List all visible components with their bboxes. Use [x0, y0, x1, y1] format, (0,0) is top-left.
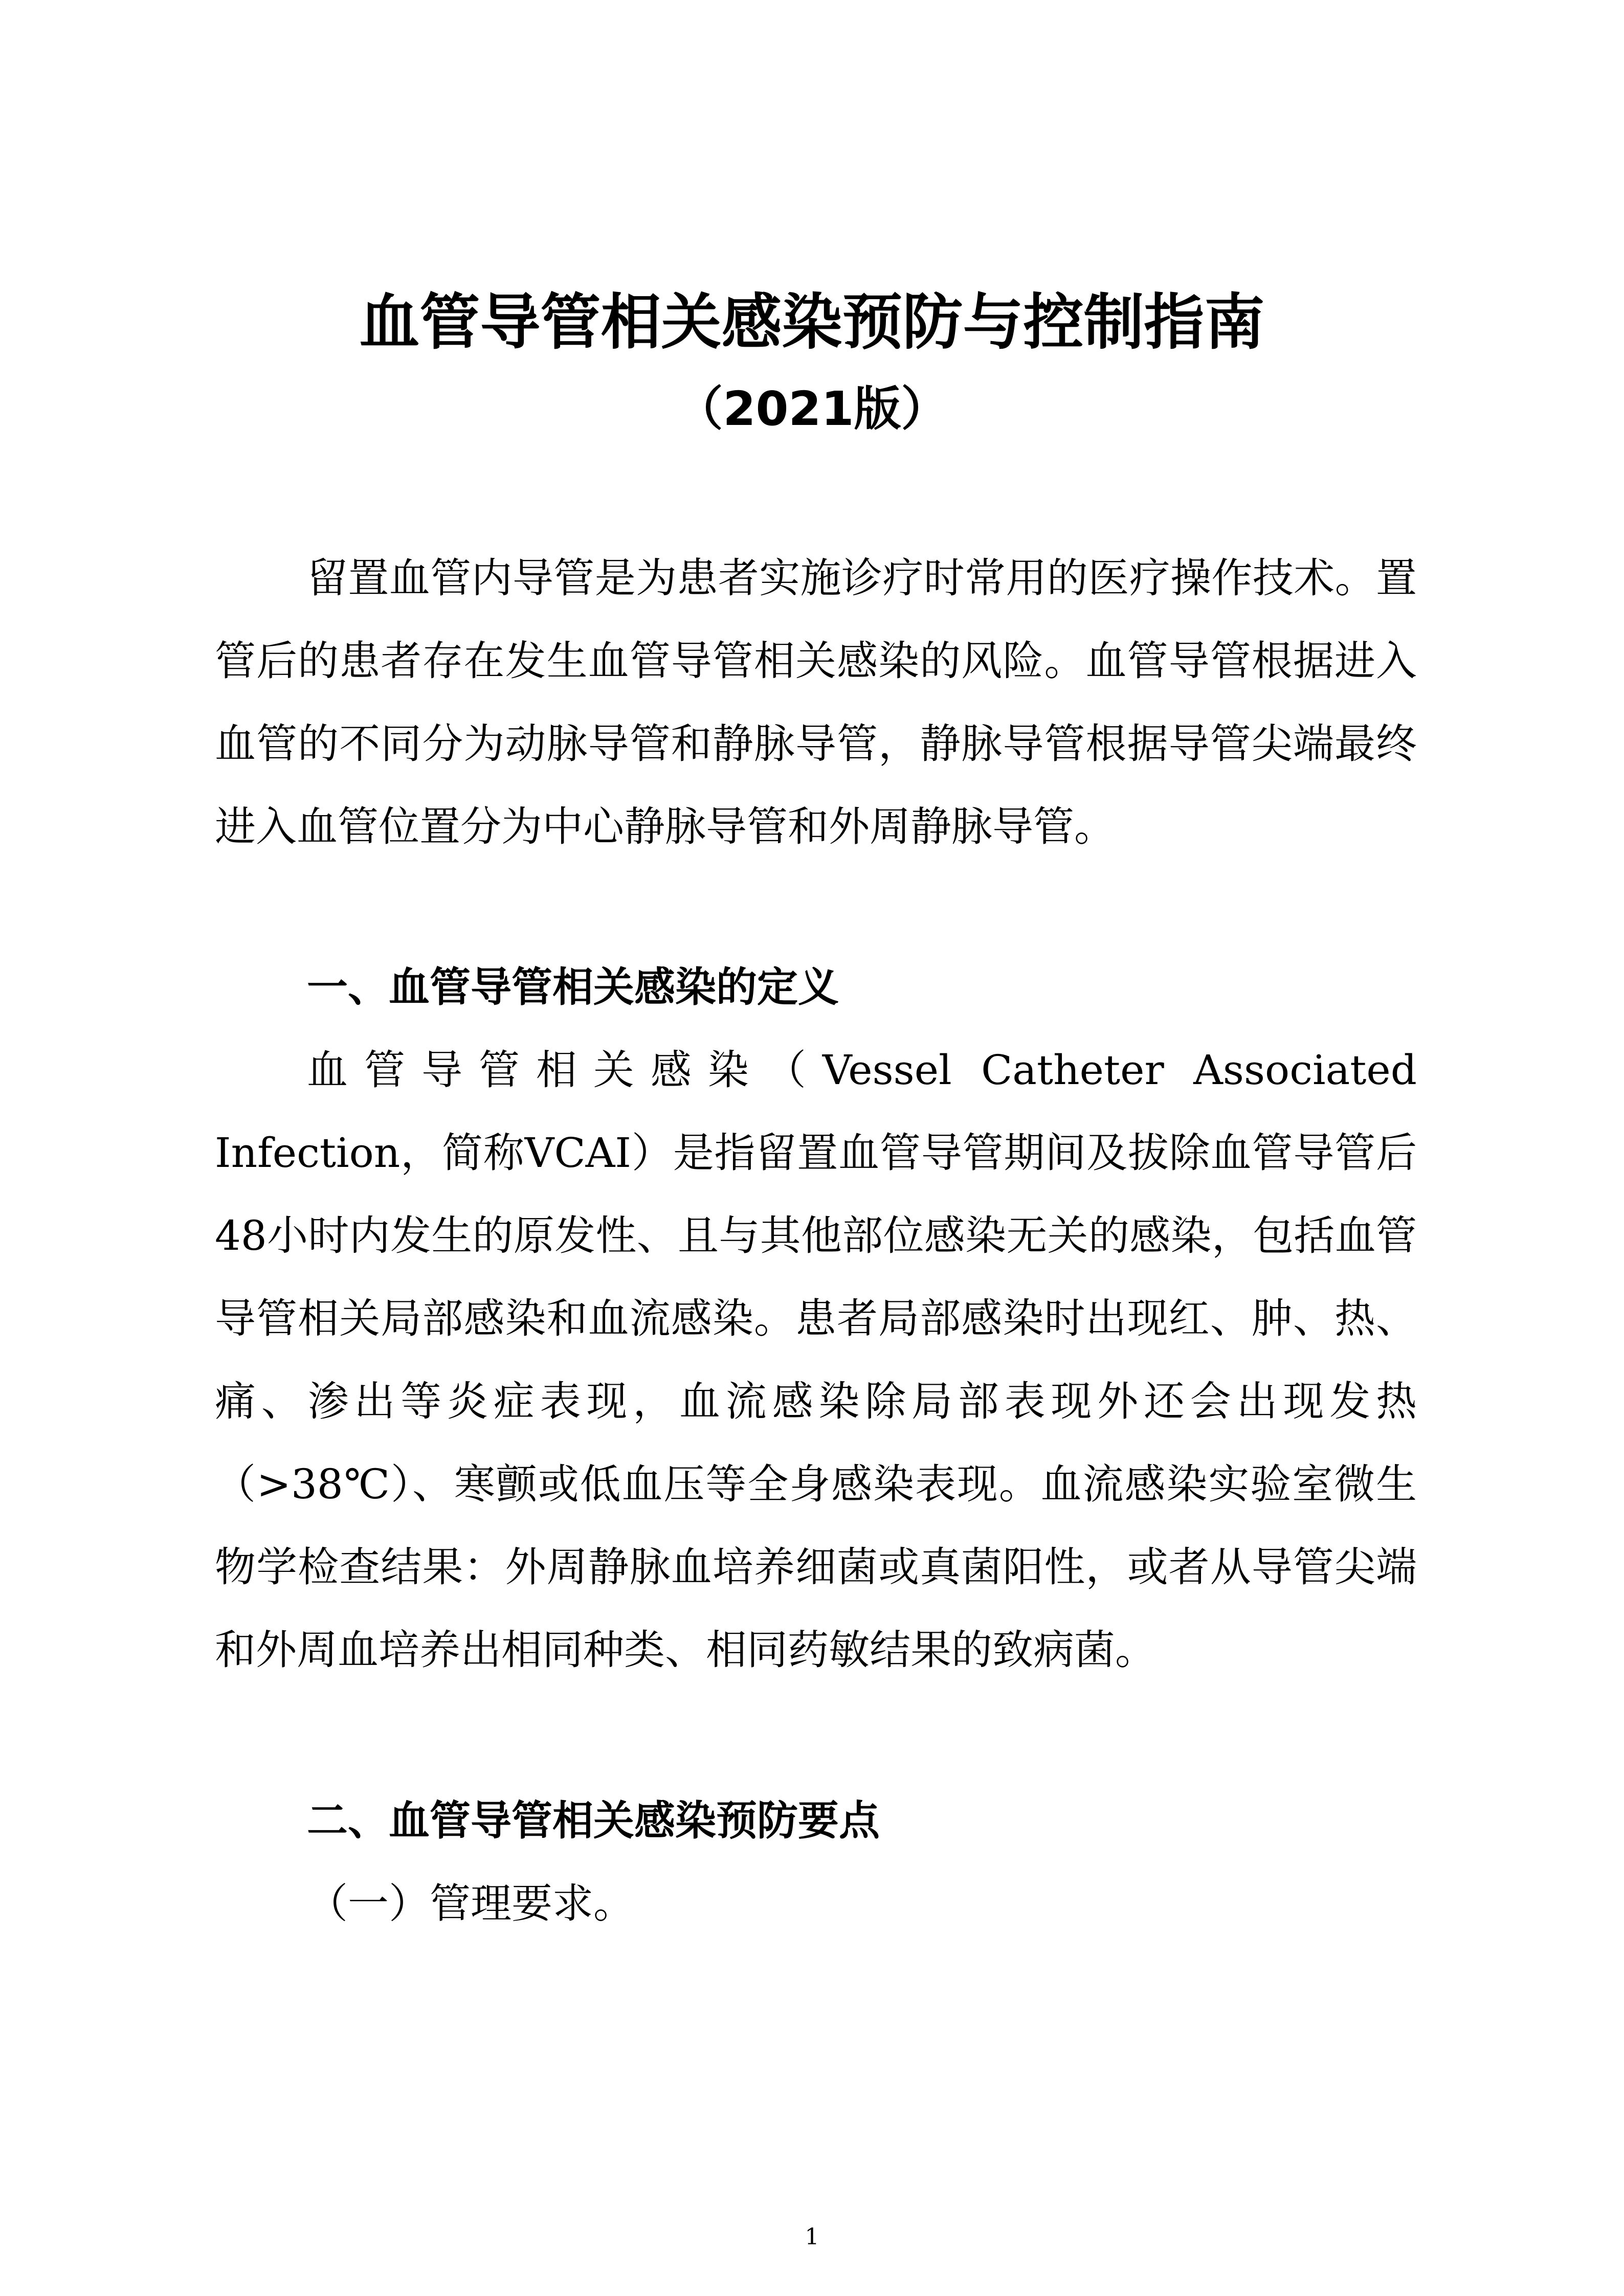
subsection-management-requirements: （一）管理要求。	[307, 1880, 634, 1927]
section-heading-definition: 一、血管导管相关感染的定义	[307, 963, 839, 1011]
definition-paragraph: 血管导管相关感染（Vessel Catheter Associated Infection，简称VCAI）是指留置血管导管期间及拔除血管导管后48小时内发生的原发性、且与其他部位感染无关的感染，包括血管导管相关局部感染和血流感染。患者局部感染时出现红、肿、热、痛、渗出等炎症表现，血流感染除局部表现外还会出现发热（>38℃）、寒颤或低血压等全身感染表现。血流感染实验室微生物学检查结果：外周静脉血培养细菌或真菌阳性，或者从导管尖端和外周血培养出相同种类、相同药敏结果的致病菌。	[215, 1046, 1417, 1674]
document-subtitle: （2021版）	[676, 381, 948, 436]
section-heading-prevention: 二、血管导管相关感染预防要点	[307, 1797, 880, 1844]
page-number: 1	[805, 2224, 819, 2250]
intro-paragraph: 留置血管内导管是为患者实施诊疗时常用的医疗操作技术。置管后的患者存在发生血管导管相关感染的风险。血管导管根据进入血管的不同分为动脉导管和静脉导管，静脉导管根据导管尖端最终进入血管位置分为中心静脉导管和外周静脉导管。	[215, 554, 1417, 850]
document-title: 血管导管相关感染预防与控制指南	[359, 287, 1265, 357]
